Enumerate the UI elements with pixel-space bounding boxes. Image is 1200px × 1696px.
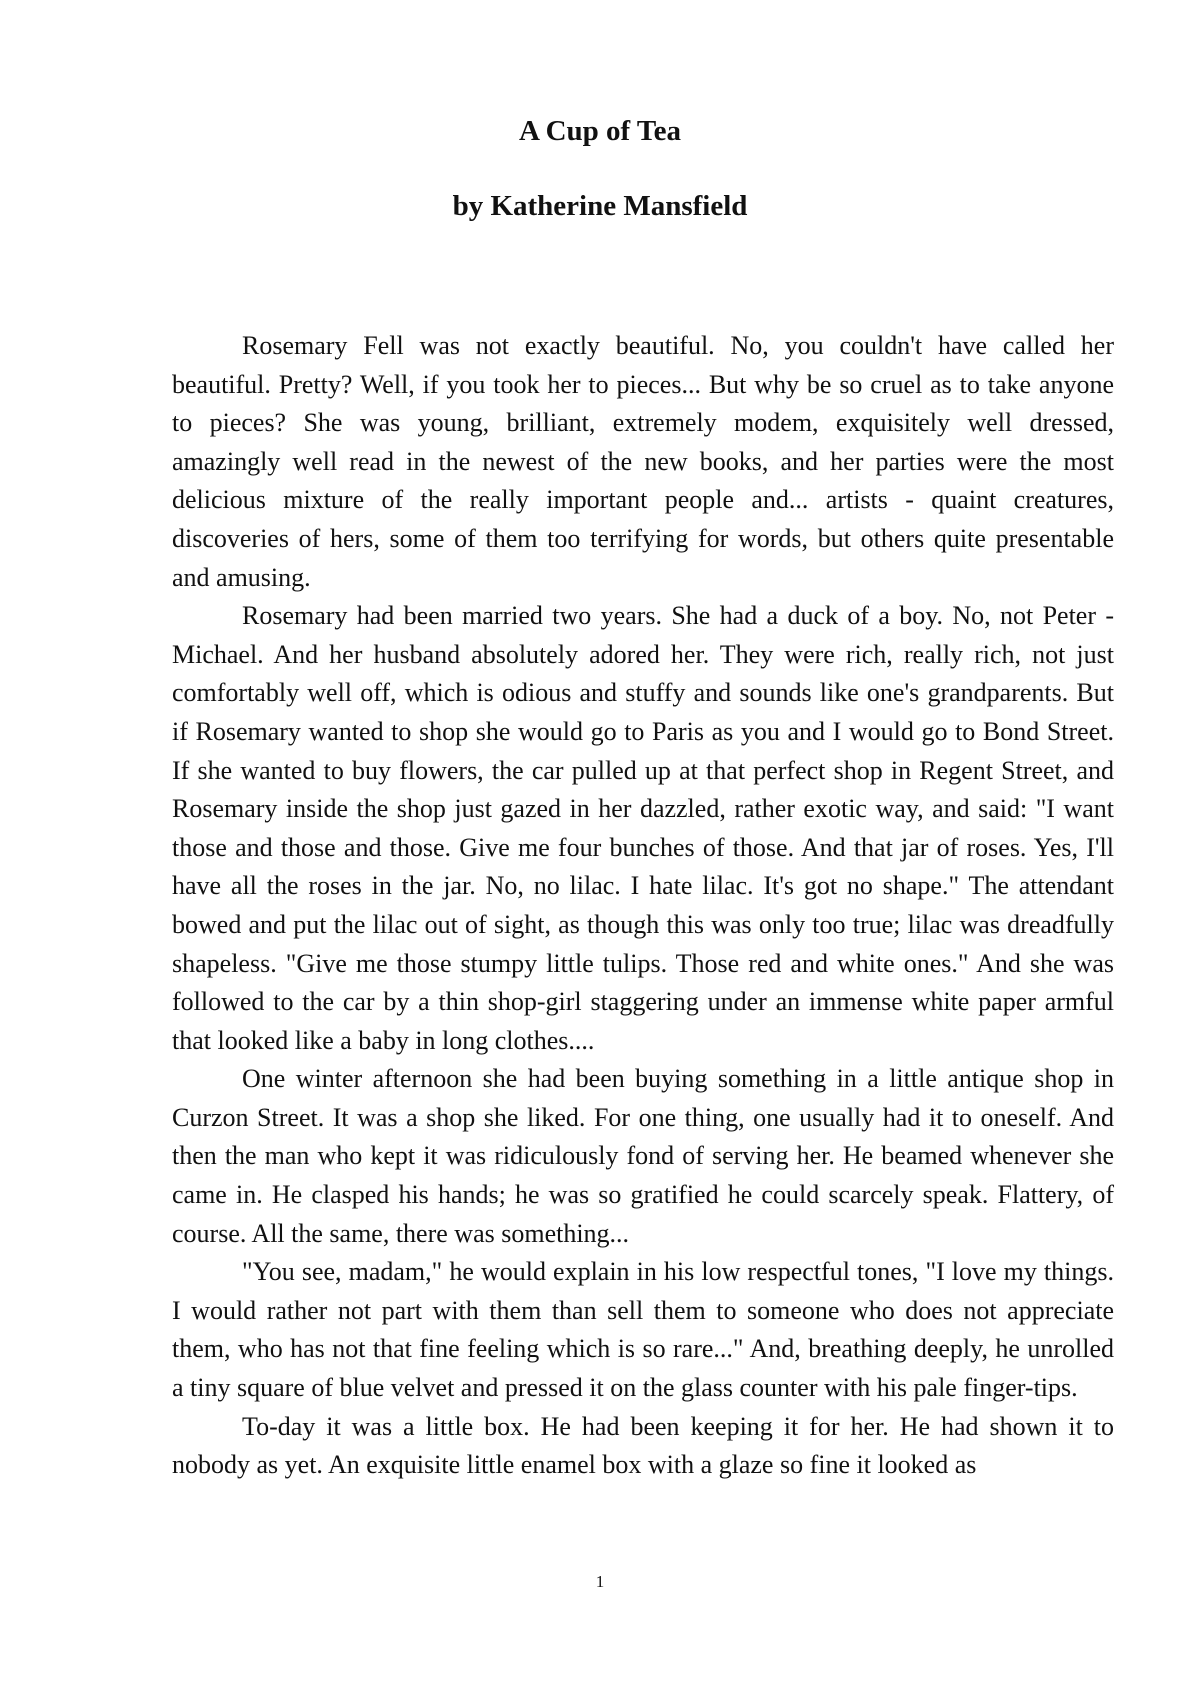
paragraph: "You see, madam," he would explain in his low respectful tones, "I love my things. I would rather not part with them than sell them to someone who does not appreciate them, who has not that fine feeling which is so rare..." And, breathing deeply, he unrolled a tiny square of blue velvet and pressed it on the glass counter with his pale finger-tips.	[172, 1257, 1114, 1403]
paragraph: One winter afternoon she had been buying something in a little antique shop in Curzon Street. It was a shop she liked. For one thing, one usually had it to oneself. And then the man who kept it was ridiculously fond of serving her. He beamed whenever she came in. He clasped his hands; he was so gratified he could scarcely speak. Flattery, of course. All the same, there was something...	[172, 1064, 1114, 1248]
paragraph: To-day it was a little box. He had been keeping it for her. He had shown it to nobody as yet. An exquisite little enamel box with a glaze so fine it looked as	[172, 1411, 1114, 1480]
document-body	[172, 327, 1114, 1485]
page-number: 1	[595, 1572, 605, 1591]
document-author: by Katherine Mansfield	[452, 190, 748, 222]
paragraph: Rosemary had been married two years. She had a duck of a boy. No, not Peter - Michael. And her husband absolutely adored her. They were rich, really rich, not just comfortably well off, which is odious and stuffy and sounds like one's grandparents. But if Rosemary wanted to shop she would go to Paris as you and I would go to Bond Street. If she wanted to buy flowers, the car pulled up at that perfect shop in Regent Street, and Rosemary inside the shop just gazed in her dazzled, rather exotic way, and said: "I want those and those and those. Give me four bunches of those. And that jar of roses. Yes, I'll have all the roses in the jar. No, no lilac. I hate lilac. It's got no shape." The attendant bowed and put the lilac out of sight, as though this was only too true; lilac was dreadfully shapeless. "Give me those stumpy little tulips. Those red and white ones." And she was followed to the car by a thin shop-girl staggering under an immense white paper armful that looked like a baby in long clothes....	[172, 601, 1114, 1055]
document-title: A Cup of Tea	[519, 115, 681, 147]
paragraph: Rosemary Fell was not exactly beautiful. No, you couldn't have called her beautiful. Pretty? Well, if you took her to pieces... But why be so cruel as to take anyone to pieces? She was young, brilliant, extremely modem, exquisitely well dressed, amazingly well read in the newest of the new books, and her parties were the most delicious mixture of the really important people and... artists - quaint creatures, discoveries of hers, some of them too terrifying for words, but others quite presentable and amusing.	[172, 331, 1114, 592]
